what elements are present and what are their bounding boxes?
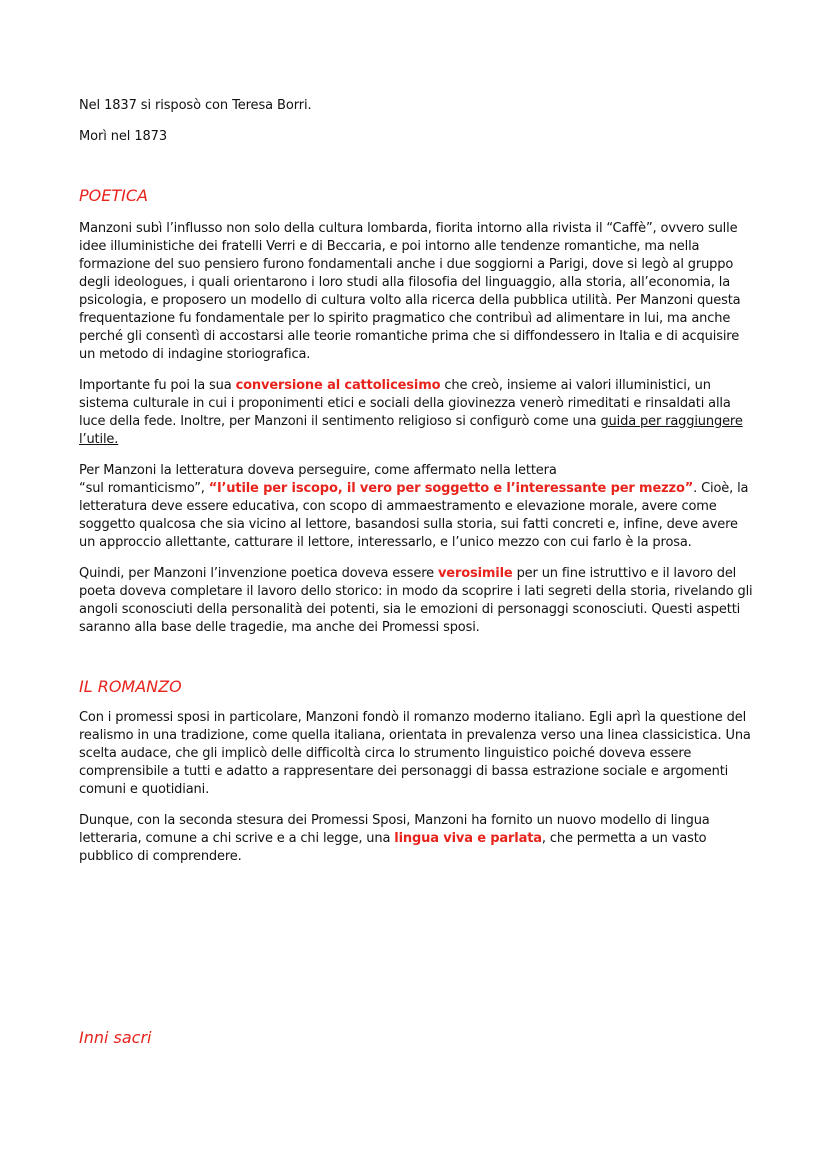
highlight-lingua-viva: lingua viva e parlata xyxy=(394,831,542,846)
poetica-paragraph-1: Manzoni subì l’influsso non solo della cultura lombarda, fiorita intorno alla rivista il “Caffè”, ovvero sulle idee illuministiche dei fratelli Verri e di Beccaria, e poi intorno alle tendenze romantiche, ma nella formazione del suo pensiero furono fondamentali anche i due soggiorni a Parigi, dove si legò al gruppo degli ideologues, i quali orientarono i loro studi alla filosofia del linguaggio, alla storia, all’economia, la psicologia, e proposero un modello di cultura volto alla ricerca della pubblica utilità. Per Manzoni questa frequentazione fu fondamentale per lo spirito pragmatico che contribuì ad alimentare in lui, ma anche perché gli consentì di accostarsi alle teorie romantiche prima che si diffondessero in Italia e di acquisire un metodo di indagine storiografica. xyxy=(79,221,741,362)
romanzo-paragraph-2 xyxy=(79,812,758,866)
highlight-verosimile: verosimile xyxy=(437,566,513,581)
poetica-p4-text-b: per un fine istruttivo e il lavoro del poeta doveva completare il lavoro dello storico: in modo da scoprire i lati segreti della storia, rivelando gli angoli sconosciuti della personalità dei potenti, sia le emozioni di personaggi sconosciuti. Questi aspetti saranno alla base delle tragedie, ma anche dei Promessi sposi. xyxy=(79,566,753,635)
intro-marriage-line: Nel 1837 si risposò con Teresa Borri. xyxy=(79,98,312,113)
poetica-paragraph-3 xyxy=(79,462,758,552)
romanzo-paragraph-1: Con i promessi sposi in particolare, Manzoni fondò il romanzo moderno italiano. Egli aprì la questione del realismo in una tradizione, come quella italiana, orientata in prevalenza verso una linea classicistica. Una scelta audace, che gli implicò delle difficoltà circa lo strumento linguistico poiché doveva essere comprensibile a tutti e adatto a rappresentare dei personaggi di bassa estrazione sociale e argomenti comuni e quotidiani. xyxy=(79,710,751,797)
poetica-p3-text-b: “sul romanticismo”, xyxy=(79,481,209,496)
poetica-p4-text-a: Quindi, per Manzoni l’invenzione poetica doveva essere xyxy=(79,566,438,581)
poetica-p2-text-a: Importante fu poi la sua xyxy=(79,378,236,393)
poetica-p2-text-b: che creò, insieme ai valori illuministici, un sistema culturale in cui i proponimenti etici e sociali della giovinezza venerò rimeditati e rinsaldati alla luce della fede. Inoltre, per Manzoni il sentimento religioso si configurò come una xyxy=(79,378,731,429)
romanzo-p2-text-a: Dunque, con la seconda stesura dei Promessi Sposi, Manzoni ha fornito un nuovo modello di lingua letteraria, comune a chi scrive e a chi legge, una xyxy=(79,813,710,846)
poetica-paragraph-2 xyxy=(79,377,758,449)
inni-sacri-heading: Inni sacri xyxy=(79,1028,152,1047)
highlight-utile-quote: “l’utile per iscopo, il vero per soggetto e l’interessante per mezzo” xyxy=(208,481,694,496)
poetica-paragraph-4 xyxy=(79,565,758,637)
poetica-p3-text-c: . Cioè, la letteratura deve essere educativa, con scopo di ammaestramento e elevazione morale, avere come soggetto qualcosa che sia vicino al lettore, basandosi sulla storia, sui fatti concreti e, infine, deve avere un approccio allettante, catturare il lettore, interessarlo, e l’unico mezzo con cui farlo è la prosa. xyxy=(79,481,749,550)
poetica-heading: POETICA xyxy=(79,186,148,205)
romanzo-p2-text-b: , che permetta a un vasto pubblico di comprendere. xyxy=(79,831,707,864)
highlight-conversione: conversione al cattolicesimo xyxy=(235,378,441,393)
poetica-p3-text-a: Per Manzoni la letteratura doveva perseguire, come affermato nella lettera xyxy=(79,463,557,478)
intro-death-line: Morì nel 1873 xyxy=(79,129,168,144)
underline-guida: guida per raggiungere l’utile. xyxy=(79,414,743,447)
romanzo-heading: IL ROMANZO xyxy=(79,677,182,696)
